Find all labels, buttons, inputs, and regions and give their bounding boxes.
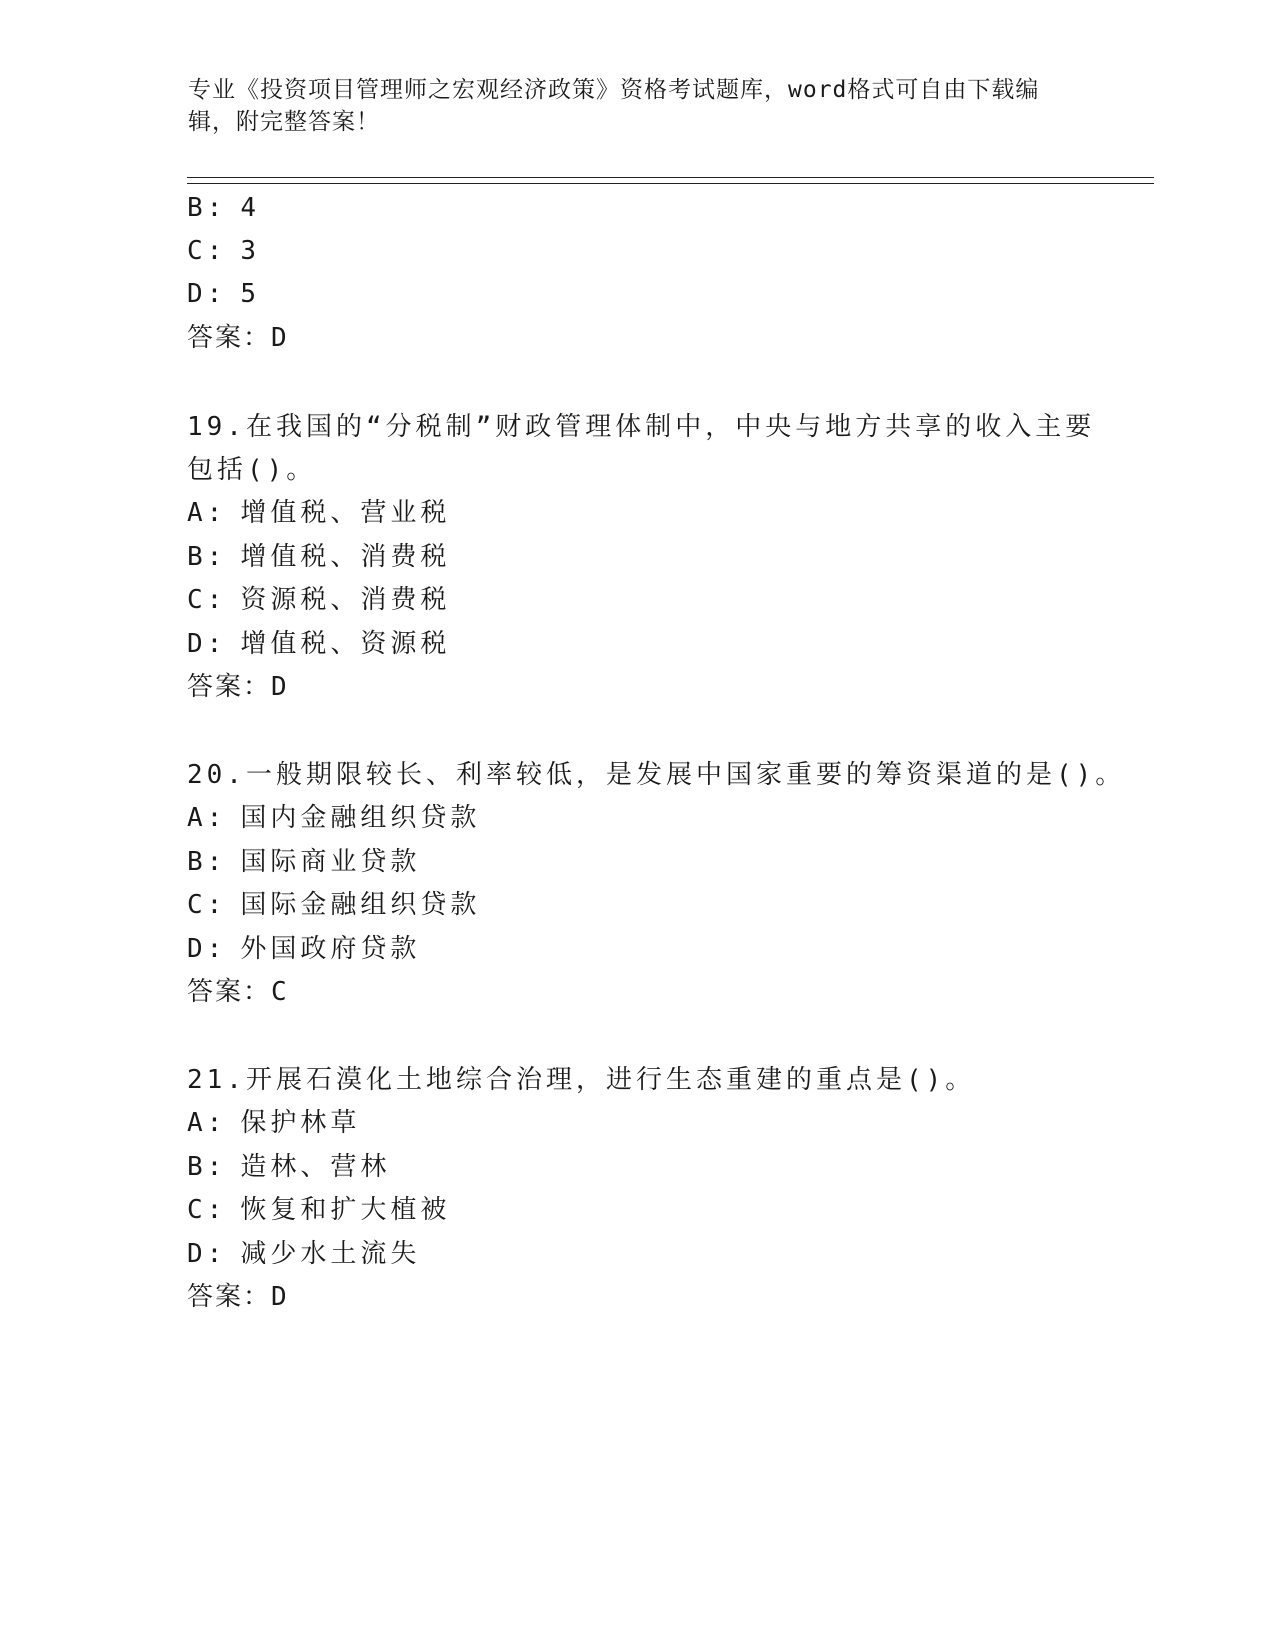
option-a: A: 国内金融组织贷款 xyxy=(187,803,481,833)
option-text: 国际商业贷款 xyxy=(240,847,421,877)
answer-value: D xyxy=(271,323,291,353)
option-text: 造林、营林 xyxy=(240,1152,391,1182)
header-line-1: 专业《投资项目管理师之宏观经济政策》资格考试题库，word格式可自由下载编 xyxy=(188,77,1040,103)
option-text: 增值税、资源税 xyxy=(240,629,451,659)
header-divider-top xyxy=(187,177,1154,178)
option-c: C: 恢复和扩大植被 xyxy=(187,1195,451,1225)
answer-line: 答案：C xyxy=(187,977,291,1007)
option-c: C: 国际金融组织贷款 xyxy=(187,890,481,920)
option-d: D: 减少水土流失 xyxy=(187,1239,421,1269)
option-c: C: 资源税、消费税 xyxy=(187,585,451,615)
question-stem-19-cont: 包括()。 xyxy=(187,455,317,485)
option-a: A: 增值税、营业税 xyxy=(187,498,451,528)
header-line-2: 辑，附完整答案！ xyxy=(188,109,380,135)
answer-value: D xyxy=(271,672,291,702)
option-text: 国际金融组织贷款 xyxy=(240,890,481,920)
answer-line: 答案：D xyxy=(187,1282,291,1312)
option-text: 资源税、消费税 xyxy=(240,585,451,615)
option-text: 减少水土流失 xyxy=(240,1239,421,1269)
option-text: 恢复和扩大植被 xyxy=(240,1195,451,1225)
header-divider-bottom xyxy=(187,183,1154,184)
option-text: 保护林草 xyxy=(240,1108,361,1138)
question-stem-19: 19.在我国的“分税制”财政管理体制中，中央与地方共享的收入主要 xyxy=(187,412,1096,442)
option-b: B: 国际商业贷款 xyxy=(187,847,421,877)
option-c: C: 3 xyxy=(187,236,260,266)
document-header xyxy=(188,74,1088,138)
option-d: D: 5 xyxy=(187,279,260,309)
option-text: 增值税、消费税 xyxy=(240,542,451,572)
answer-line: 答案：D xyxy=(187,323,291,353)
option-text: 5 xyxy=(240,279,260,309)
option-text: 3 xyxy=(240,236,260,266)
option-d: D: 增值税、资源税 xyxy=(187,629,451,659)
option-b: B: 4 xyxy=(187,193,260,223)
option-text: 增值税、营业税 xyxy=(240,498,451,528)
option-b: B: 造林、营林 xyxy=(187,1152,391,1182)
question-stem-21: 21.开展石漠化土地综合治理，进行生态重建的重点是()。 xyxy=(187,1065,976,1095)
option-text: 外国政府贷款 xyxy=(240,934,421,964)
answer-value: D xyxy=(271,1282,291,1312)
question-stem-20: 20.一般期限较长、利率较低，是发展中国家重要的筹资渠道的是()。 xyxy=(187,760,1126,790)
option-a: A: 保护林草 xyxy=(187,1108,361,1138)
option-text: 4 xyxy=(240,193,260,223)
option-d: D: 外国政府贷款 xyxy=(187,934,421,964)
option-text: 国内金融组织贷款 xyxy=(240,803,481,833)
option-b: B: 增值税、消费税 xyxy=(187,542,451,572)
answer-value: C xyxy=(271,977,291,1007)
answer-line: 答案：D xyxy=(187,672,291,702)
